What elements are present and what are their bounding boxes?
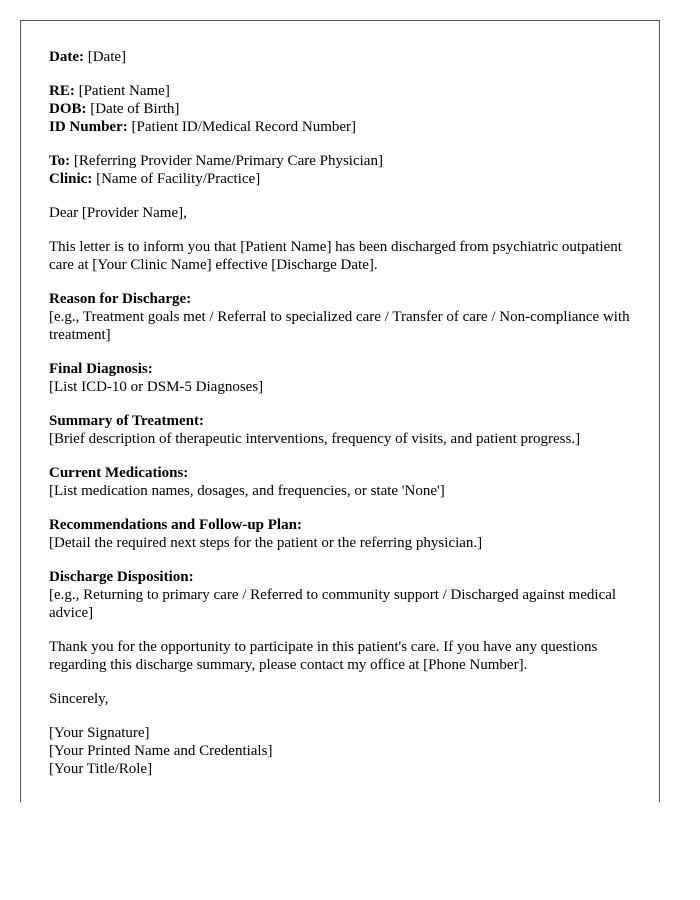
section-title: Summary of Treatment: — [49, 413, 204, 429]
title-role-line: [Your Title/Role] — [49, 761, 153, 777]
intro-text: This letter is to inform you that [Patient Name] has been discharged from psychiatric outpatient care at [Your Clinic Name] effective [Discharge Date]. — [49, 239, 622, 273]
dob-line — [49, 100, 639, 118]
section-body: [Brief description of therapeutic interventions, frequency of visits, and patient progress.] — [49, 431, 581, 447]
section-title: Discharge Disposition: — [49, 569, 194, 585]
section-title: Recommendations and Follow-up Plan: — [49, 517, 302, 533]
re-value: [Patient Name] — [78, 83, 170, 99]
section-final-diagnosis — [49, 360, 639, 396]
salutation — [49, 204, 639, 222]
date-label: Date: — [49, 49, 84, 65]
closing-text: Thank you for the opportunity to participate in this patient's care. If you have any questions regarding this discharge summary, please contact my office at [Phone Number]. — [49, 639, 598, 673]
section-title: Current Medications: — [49, 465, 189, 481]
dob-label: DOB: — [49, 101, 87, 117]
signature-line: [Your Signature] — [49, 725, 150, 741]
date-block — [49, 48, 639, 66]
re-label: RE: — [49, 83, 75, 99]
letter-body — [49, 48, 639, 794]
section-body: [Detail the required next steps for the patient or the referring physician.] — [49, 535, 483, 551]
recipient-block — [49, 152, 639, 188]
section-discharge-disposition — [49, 568, 639, 622]
section-title: Reason for Discharge: — [49, 291, 192, 307]
section-body: [List ICD-10 or DSM-5 Diagnoses] — [49, 379, 264, 395]
id-number-line — [49, 118, 639, 136]
sign-off — [49, 690, 639, 708]
sign-off-text: Sincerely, — [49, 691, 109, 707]
re-line — [49, 82, 639, 100]
clinic-line — [49, 170, 639, 188]
to-value: [Referring Provider Name/Primary Care Physician] — [73, 153, 383, 169]
dob-value: [Date of Birth] — [90, 101, 180, 117]
section-current-medications — [49, 464, 639, 500]
section-reason-for-discharge — [49, 290, 639, 344]
section-body: [List medication names, dosages, and frequencies, or state 'None'] — [49, 483, 445, 499]
id-number-value: [Patient ID/Medical Record Number] — [131, 119, 357, 135]
section-title: Final Diagnosis: — [49, 361, 153, 377]
printed-name-line: [Your Printed Name and Credentials] — [49, 743, 273, 759]
to-line — [49, 152, 639, 170]
clinic-value: [Name of Facility/Practice] — [96, 171, 261, 187]
date-value: [Date] — [87, 49, 127, 65]
signature-block — [49, 724, 639, 778]
section-recommendations — [49, 516, 639, 552]
date-line — [49, 48, 639, 66]
id-number-label: ID Number: — [49, 119, 128, 135]
patient-info-block — [49, 82, 639, 136]
clinic-label: Clinic: — [49, 171, 93, 187]
section-summary-of-treatment — [49, 412, 639, 448]
intro-paragraph — [49, 238, 639, 274]
salutation-text: Dear [Provider Name], — [49, 205, 187, 221]
section-body: [e.g., Returning to primary care / Referred to community support / Discharged against medical advice] — [49, 587, 617, 621]
to-label: To: — [49, 153, 71, 169]
closing-paragraph — [49, 638, 639, 674]
section-body: [e.g., Treatment goals met / Referral to specialized care / Transfer of care / Non-compliance with treatment] — [49, 309, 630, 343]
